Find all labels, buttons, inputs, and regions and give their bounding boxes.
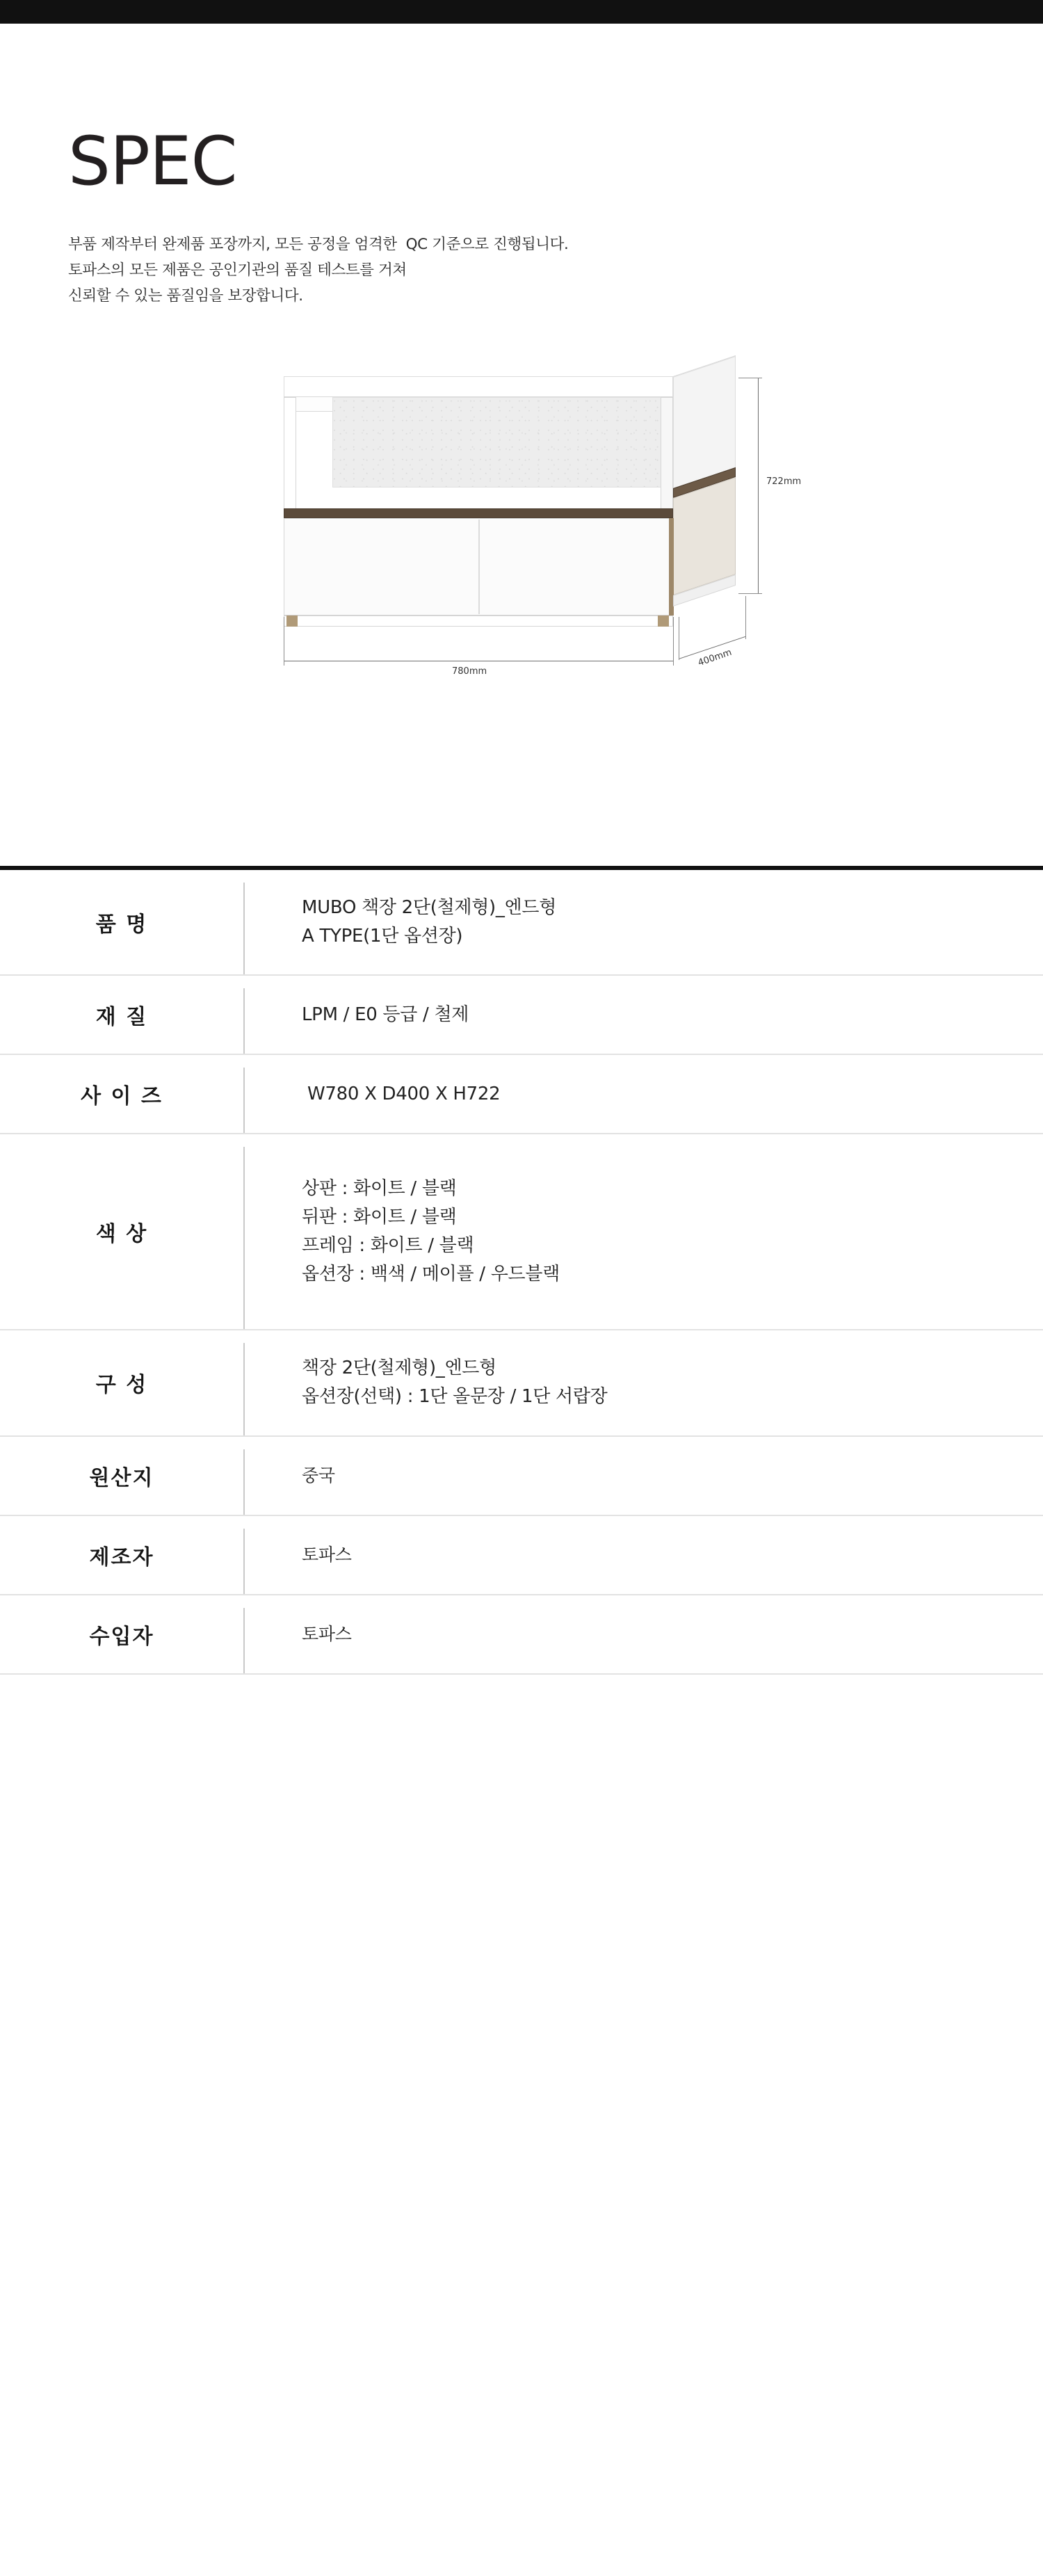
spec-value (245, 1437, 1043, 1515)
spec-value (245, 870, 1043, 974)
spec-label: 색 상 (95, 1222, 148, 1247)
description-line-3: 신뢰할 수 있는 품질임을 보장합니다. (68, 287, 303, 305)
spec-value-line: 책장 2단(철제형)_엔드형 (302, 1358, 496, 1379)
spec-label: 사 이 즈 (81, 1084, 163, 1109)
table-row (0, 870, 1043, 976)
spec-value (245, 976, 1043, 1054)
spec-value-line: 토파스 (302, 1623, 352, 1644)
table-row (0, 1134, 1043, 1330)
height-dimension-line (758, 378, 759, 593)
spec-value-line: 토파스 (302, 1544, 352, 1565)
product-dimension-drawing (271, 372, 802, 817)
left-frame (284, 397, 296, 519)
description-line-2: 토파스의 모든 제품은 공인기관의 품질 테스트를 거쳐 (68, 261, 407, 279)
spec-value (245, 1330, 1043, 1435)
table-row (0, 1330, 1043, 1436)
shelf-illustration (271, 372, 758, 803)
spec-value (245, 1516, 1043, 1594)
header-description (68, 232, 1043, 309)
spec-value-line: 뒤판 : 화이트 / 블랙 (302, 1207, 457, 1228)
spec-value-line: A TYPE(1단 옵션장) (302, 925, 463, 947)
depth-dimension-label: 400mm (697, 647, 734, 669)
product-figure-area (0, 351, 1043, 838)
spec-value (245, 1595, 1043, 1673)
spec-value-line: MUBO 책장 2단(철제형)_엔드형 (302, 896, 557, 918)
table-row (0, 1516, 1043, 1595)
spec-value (245, 1134, 1043, 1329)
spec-value-line: 옵션장(선택) : 1단 올문장 / 1단 서랍장 (302, 1386, 608, 1408)
table-row (0, 976, 1043, 1055)
right-frame (661, 397, 673, 519)
spec-value (245, 1055, 1043, 1133)
spec-header (0, 24, 1043, 309)
spec-label: 품 명 (95, 912, 148, 937)
spec-label: 재 질 (95, 1005, 148, 1030)
spec-value-line: 중국 (302, 1465, 335, 1486)
page-title: SPEC (68, 122, 237, 200)
spec-value-line: 옵션장 : 백색 / 메이플 / 우드블랙 (302, 1264, 560, 1285)
mid-shelf-top (284, 508, 673, 518)
spec-value-line: 프레임 : 화이트 / 블랙 (302, 1235, 474, 1257)
table-row (0, 1595, 1043, 1675)
spec-value-line: 상판 : 화이트 / 블랙 (302, 1178, 457, 1200)
description-line-1: 부품 제작부터 완제품 포장까지, 모든 공정을 엄격한 QC 기준으로 진행됩니다. (68, 236, 569, 253)
base-front (284, 615, 673, 627)
spec-label: 수입자 (89, 1624, 154, 1649)
spec-label: 원산지 (89, 1465, 154, 1490)
spec-label: 구 성 (95, 1373, 148, 1398)
spec-value-line: LPM / E0 등급 / 철제 (302, 1004, 469, 1025)
spec-label: 제조자 (89, 1545, 154, 1570)
width-tick-right (673, 617, 674, 666)
foot-right (658, 615, 669, 627)
width-dimension-label: 780mm (452, 666, 487, 677)
height-dimension-label: 722mm (766, 476, 802, 487)
spec-value-line: W780 X D400 X H722 (302, 1083, 501, 1104)
cabinet-door-split (478, 520, 480, 614)
top-board-top-face (284, 376, 673, 397)
height-tick-bottom (738, 593, 762, 594)
back-panel (332, 397, 673, 488)
top-black-band (0, 0, 1043, 24)
depth-tick-far (745, 596, 746, 639)
spec-table (0, 866, 1043, 1675)
table-row (0, 1437, 1043, 1516)
foot-left (286, 615, 298, 627)
table-row (0, 1055, 1043, 1134)
